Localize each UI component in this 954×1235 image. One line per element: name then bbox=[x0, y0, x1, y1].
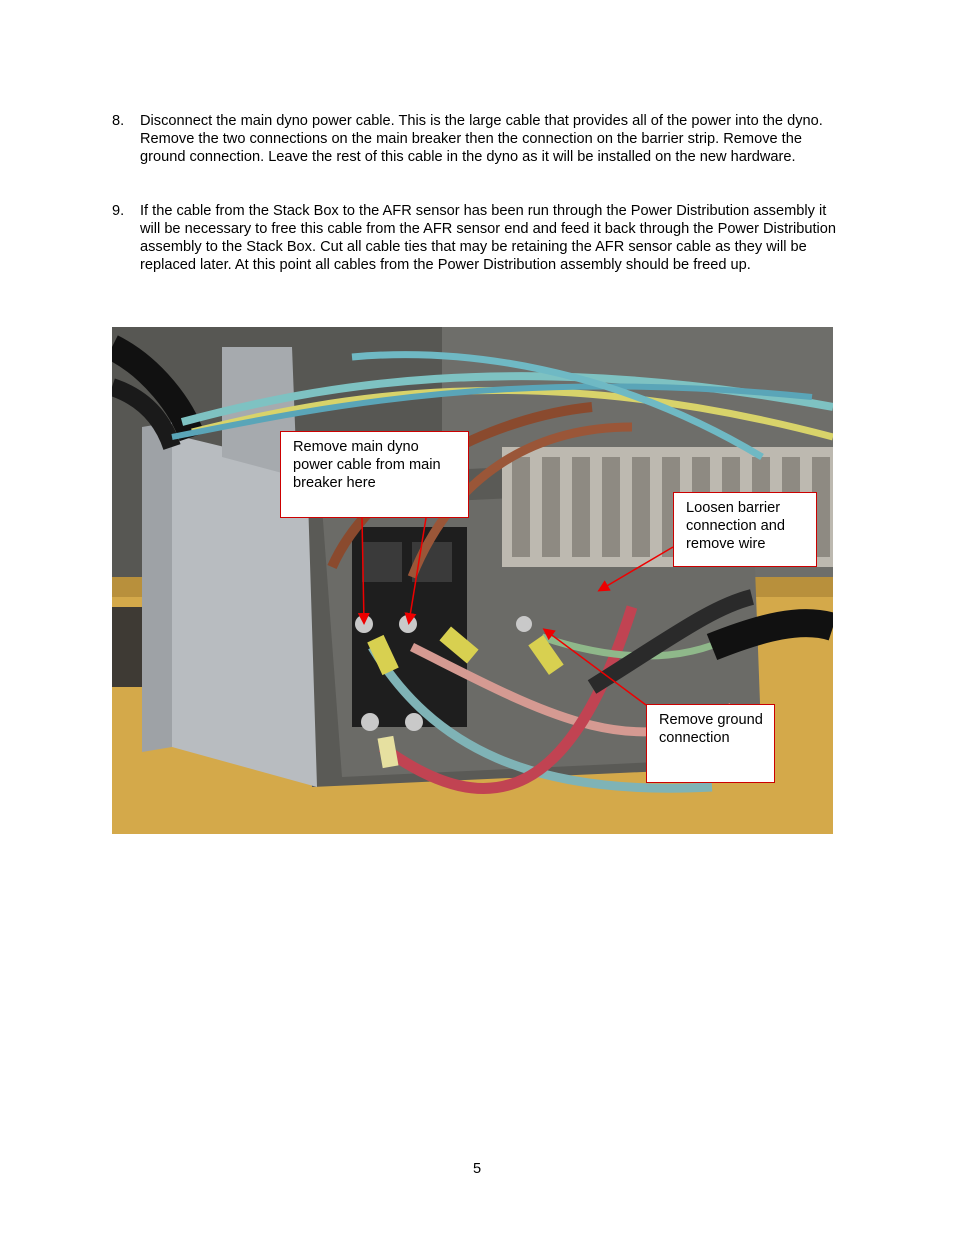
callout-remove-main-breaker: Remove main dyno power cable from main breaker here bbox=[280, 431, 469, 518]
step-8 bbox=[112, 112, 847, 166]
step-8-text: Disconnect the main dyno power cable. This is the large cable that provides all of the power into the dyno. Remove the two connections on the main breaker then the connection on the barrier strip. Remove the ground connection. Leave the rest of this cable in the dyno as it will be installed on the new hardware. bbox=[140, 113, 823, 165]
step-9-number: 9. bbox=[112, 203, 125, 219]
callout-remove-ground: Remove ground connection bbox=[646, 704, 775, 783]
page-number: 5 bbox=[472, 1161, 482, 1177]
step-9 bbox=[112, 202, 847, 274]
callout-loosen-barrier: Loosen barrier connection and remove wire bbox=[673, 492, 817, 567]
step-9-text: If the cable from the Stack Box to the AFR sensor has been run through the Power Distribution assembly it will be necessary to free this cable from the AFR sensor end and feed it back through the Power Distribution assembly to the Stack Box. Cut all cable ties that may be retaining the AFR sensor cable as they will be replaced later. At this point all cables from the Power Distribution assembly should be freed up. bbox=[140, 203, 836, 273]
step-8-number: 8. bbox=[112, 113, 125, 129]
